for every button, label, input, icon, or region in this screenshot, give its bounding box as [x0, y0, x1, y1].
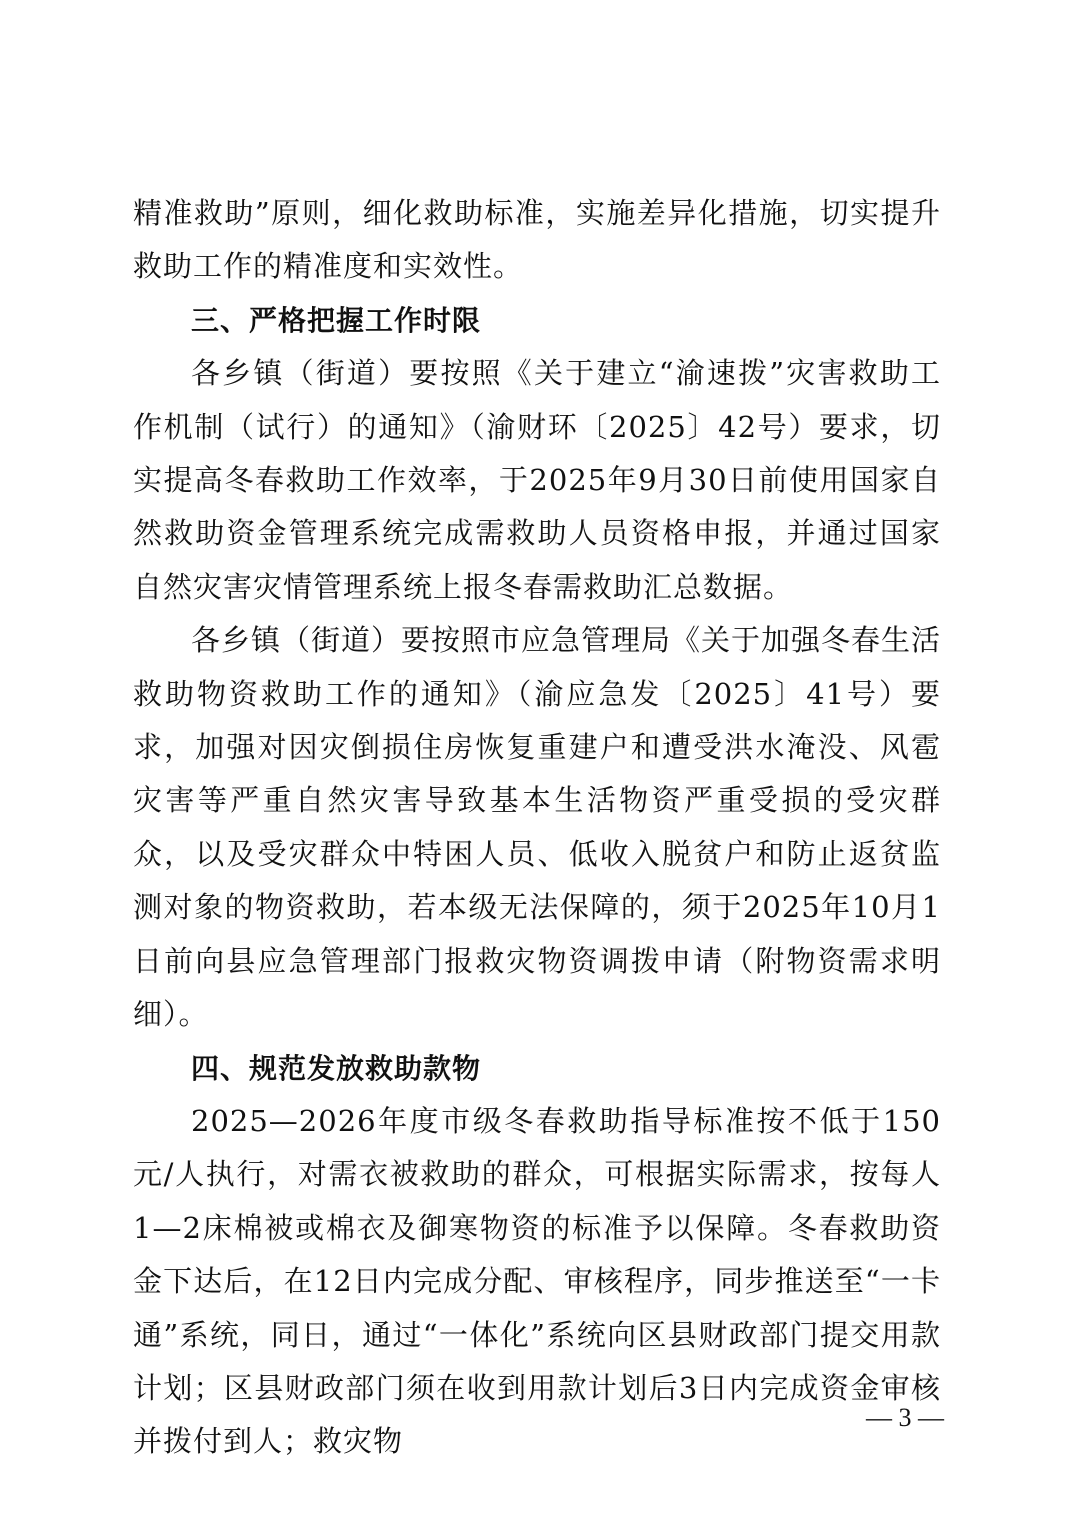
- section-heading-4: 四、规范发放救助款物: [191, 1051, 482, 1085]
- paragraph-distribution: 2025—2026年度市级冬春救助指导标准按不低于150元/人执行，对需衣被救助的群众，可根据实际需求，按每人1—2床棉被或棉衣及御寒物资的标准予以保障。冬春救助资金下达后，在12日内完成分配、审核程序，同步推送至“一卡通”系统，同日，通过“一体化”系统向区县财政部门提交用款计划；区县财政部门须在收到用款计划后3日内完成资金审核并拨付到人；救灾物: [133, 1103, 941, 1459]
- paragraph-continuation: 精准救助”原则，细化救助标准，实施差异化措施，切实提升救助工作的精准度和实效性。: [133, 196, 941, 284]
- document-body: [133, 187, 941, 1469]
- paragraph-deadline-1: 各乡镇（街道）要按照《关于建立“渝速拨”灾害救助工作机制（试行）的通知》（渝财环〔2025〕42号）要求，切实提高冬春救助工作效率，于2025年9月30日前使用国家自然救助资金管理系统完成需救助人员资格申报，并通过国家自然灾害灾情管理系统上报冬春需救助汇总数据。: [133, 356, 941, 604]
- page-number: — 3 —: [866, 1403, 944, 1432]
- section-heading-3: 三、严格把握工作时限: [191, 303, 482, 337]
- paragraph-deadline-2: 各乡镇（街道）要按照市应急管理局《关于加强冬春生活救助物资救助工作的通知》（渝应急发〔2025〕41号）要求，加强对因灾倒损住房恢复重建户和遭受洪水淹没、风雹灾害等严重自然灾害导致基本生活物资严重受损的受灾群众，以及受灾群众中特困人员、低收入脱贫户和防止返贫监测对象的物资救助，若本级无法保障的，须于2025年10月1日前向县应急管理部门报救灾物资调拨申请（附物资需求明细）。: [133, 623, 942, 1032]
